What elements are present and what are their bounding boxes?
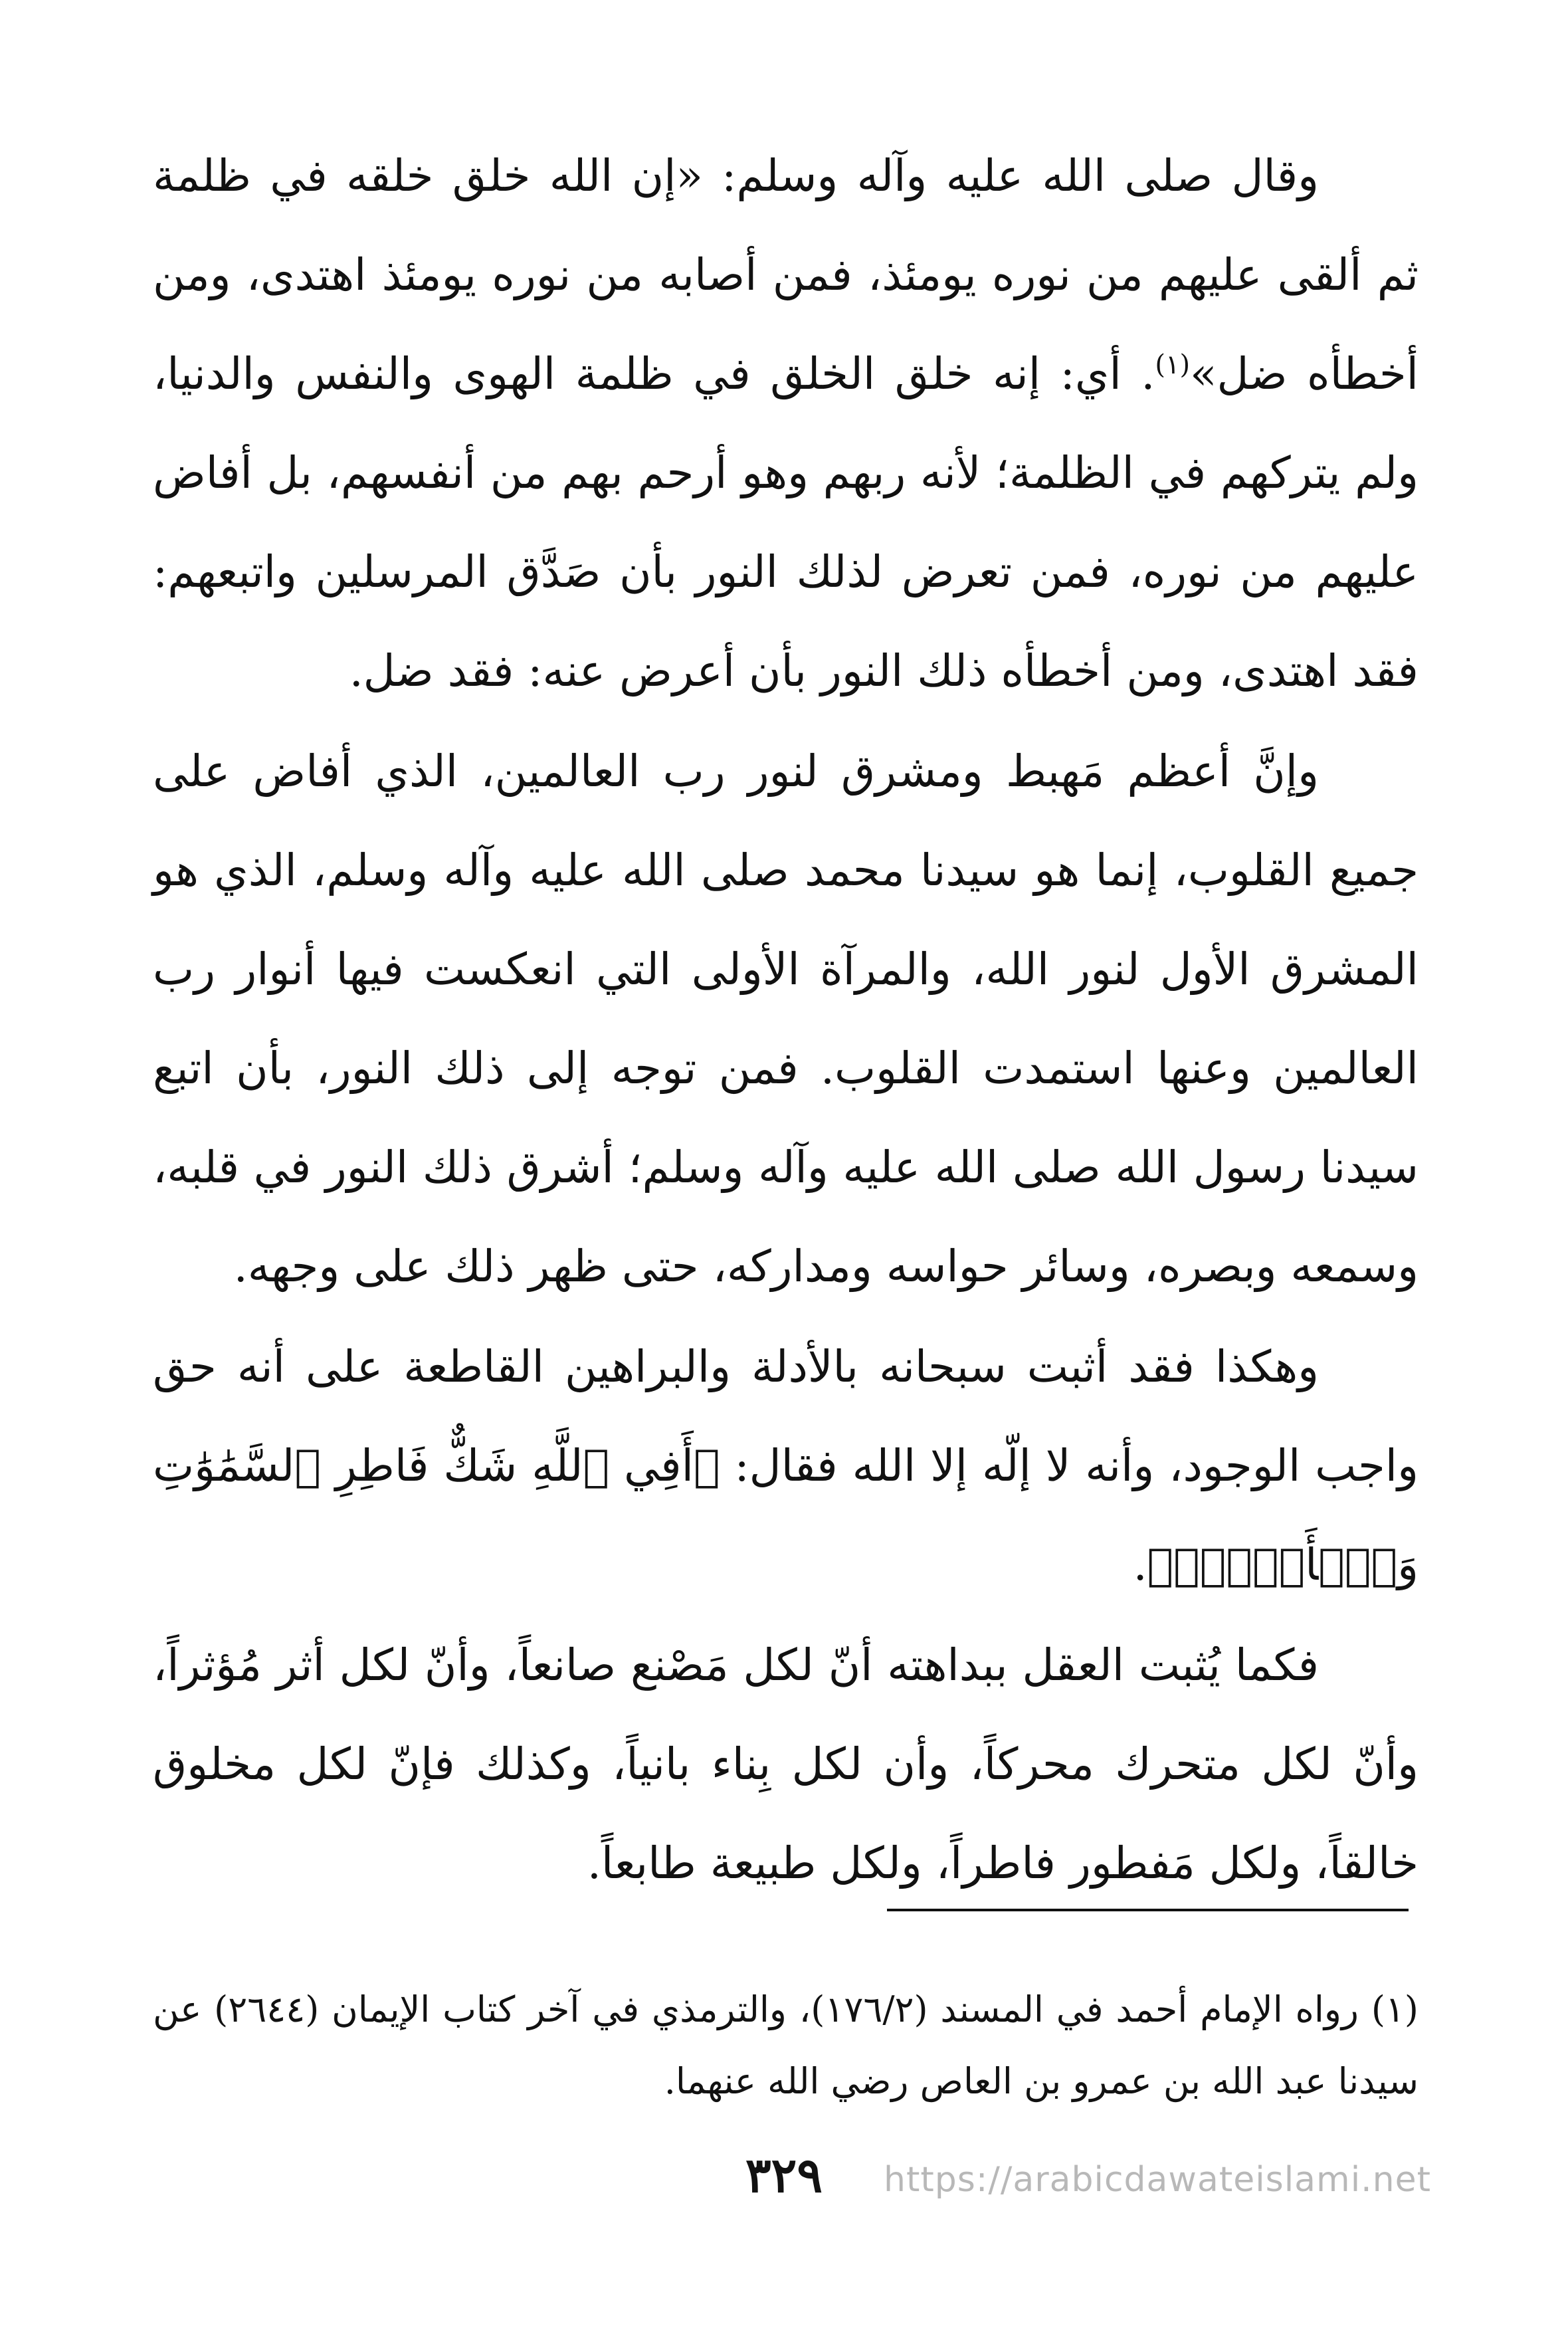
footnote-reference[interactable]: (١) <box>1155 350 1191 380</box>
paragraph-3-text-after: . <box>1133 1539 1147 1590</box>
quran-verse: ﴿أَفِي ٱللَّهِ شَكٌّ فَاطِرِ ٱلسَّمَٰوَٰتِ وَٱلۡأَرۡضِۖ﴾ <box>153 1440 1419 1590</box>
footnote-marker: (١) <box>1371 1988 1419 2030</box>
watermark-url: https://arabicdawateislami.net <box>884 2160 1432 2200</box>
paragraph-3-text-before: وهكذا فقد أثبت سبحانه بالأدلة والبراهين القاطعة على أنه حق واجب الوجود، وأنه لا إلّه إلا الله فقال: <box>153 1341 1419 1491</box>
footnote <box>153 1974 1419 2117</box>
paragraph-1-text-after: . أي: إنه خلق الخلق في ظلمة الهوى والنفس والدنيا، ولم يتركهم في الظلمة؛ لأنه ربهم وهو أرحم بهم من أنفسهم، بل أفاض عليهم من نوره، فمن تعرض لذلك النور بأن صَدَّق المرسلين واتبعهم: فقد اهتدى، ومن أخطأه ذلك النور بأن أعرض عنه: فقد ضل. <box>153 348 1419 696</box>
footnote-separator <box>887 1909 1409 1911</box>
main-text <box>153 126 1419 1913</box>
paragraph-1 <box>153 126 1419 720</box>
paragraph-4: فكما يُثبت العقل ببداهته أنّ لكل مَصْنع صانعاً، وأنّ لكل أثر مُؤثراً، وأنّ لكل متحرك محركاً، وأن لكل بِناء بانياً، وكذلك فإنّ لكل مخلوق خالقاً، ولكل مَفطور فاطراً، ولكل طبيعة طابعاً. <box>153 1640 1419 1889</box>
footnote-paragraph <box>153 1974 1419 2117</box>
paragraph-2: وإنَّ أعظم مَهبط ومشرق لنور رب العالمين، الذي أفاض على جميع القلوب، إنما هو سيدنا محمد صلى الله عليه وآله وسلم، الذي هو المشرق الأول لنور الله، والمرآة الأولى التي انعكست فيها أنوار رب العالمين وعنها استمدت القلوب. فمن توجه إلى ذلك النور، بأن اتبع سيدنا رسول الله صلى الله عليه وآله وسلم؛ أشرق ذلك النور في قلبه، وسمعه وبصره، وسائر حواسه ومداركه، حتى ظهر ذلك على وجهه. <box>153 746 1419 1292</box>
paragraph-1-text-before: وقال صلى الله عليه وآله وسلم: «إن الله خلق خلقه في ظلمة ثم ألقى عليهم من نوره يومئذ، فمن أصابه من نوره يومئذ اهتدى، ومن أخطأه ضل» <box>153 150 1419 399</box>
page-number: ٣٢٩ <box>745 2147 823 2203</box>
footnote-text: رواه الإمام أحمد في المسند (١٧٦/٢)، والترمذي في آخر كتاب الإيمان (٢٦٤٤) عن سيدنا عبد الله بن عمرو بن العاص رضي الله عنهما. <box>153 1988 1419 2102</box>
paragraph-3 <box>153 1317 1419 1614</box>
